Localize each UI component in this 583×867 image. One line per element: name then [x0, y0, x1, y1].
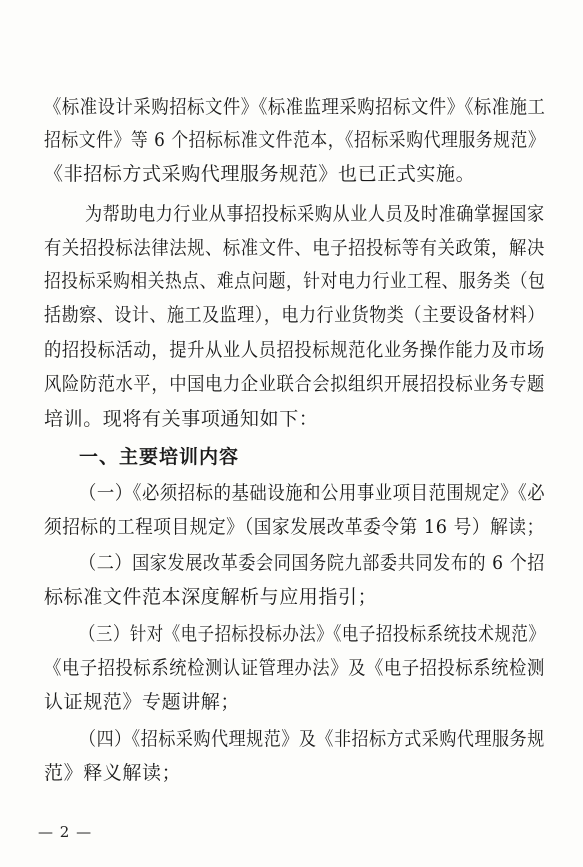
- text-line: 为帮助电力行业从事招投标采购从业人员及时准确掌握国家: [85, 203, 545, 225]
- page-number: — 2 —: [38, 823, 93, 841]
- section-heading: 一、主要培训内容: [79, 446, 240, 468]
- text-line: 《标准设计采购招标文件》《标准监理采购招标文件》《标准施工: [44, 96, 546, 118]
- text-line: 的招投标活动，提升从业人员招投标规范化业务操作能力及市场: [44, 339, 545, 361]
- list-item-line: 须招标的工程项目规定》（国家发展改革委令第 16 号）解读；: [44, 516, 545, 538]
- list-item-line: 标标准文件范本深度解析与应用指引；: [44, 586, 378, 608]
- text-line: 培训。现将有关事项通知如下：: [44, 408, 319, 430]
- list-item-line: （二）国家发展改革委会同国务院九部委共同发布的 6 个招: [79, 552, 545, 574]
- list-item-line: （一）《必须招标的基础设施和公用事业项目范围规定》《必: [79, 482, 546, 504]
- text-line: 风险防范水平，中国电力企业联合会拟组织开展招投标业务专题: [44, 373, 545, 395]
- text-line: 招投标采购相关热点、难点问题，针对电力行业工程、服务类（包: [44, 270, 546, 292]
- list-item-line: （三）针对《电子招标投标办法》《电子招投标系统技术规范》: [79, 623, 546, 645]
- text-line: 有关招投标法律法规、标准文件、电子招投标等有关政策，解决: [44, 237, 545, 259]
- text-line: 括勘察、设计、施工及监理），电力行业货物类（主要设备材料）: [44, 304, 545, 326]
- text-line: 招标文件》等 6 个招标标准文件范本，《招标采购代理服务规范》: [44, 129, 546, 151]
- list-item-line: 认证规范》专题讲解；: [44, 691, 241, 713]
- list-item-line: 《电子招投标系统检测认证管理办法》及《电子招投标系统检测: [44, 657, 545, 679]
- list-item-line: 范》释义解读；: [44, 762, 182, 784]
- text-line: 《非招标方式采购代理服务规范》也已正式实施。: [44, 163, 476, 185]
- list-item-line: （四）《招标采购代理规范》及《非招标方式采购代理服务规: [79, 728, 545, 750]
